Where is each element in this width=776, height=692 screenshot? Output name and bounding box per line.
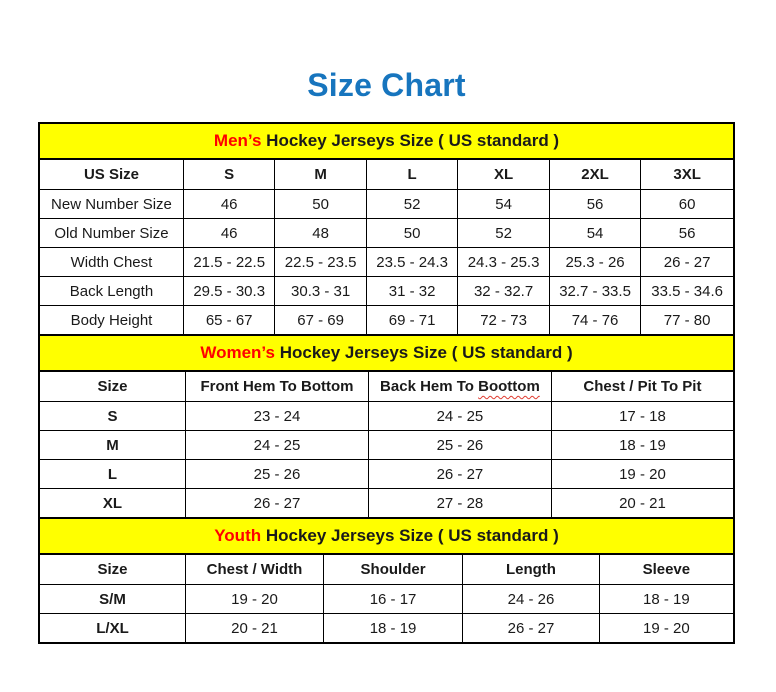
section-womens: [40, 334, 733, 517]
cell-mens-2-2: 22.5 - 23.5: [275, 248, 366, 277]
size-table-youth: [40, 555, 733, 642]
cell-mens-2-6: 26 - 27: [641, 248, 733, 277]
section-youth: [40, 517, 733, 642]
cell-mens-3-4: 32 - 32.7: [458, 277, 549, 306]
table-row-mens-2: [40, 248, 733, 277]
col-header-youth-2: Shoulder: [323, 555, 462, 585]
header-row-womens: [40, 372, 733, 402]
cell-mens-2-5: 25.3 - 26: [549, 248, 640, 277]
cell-mens-4-4: 72 - 73: [458, 306, 549, 335]
cell-mens-0-4: 54: [458, 190, 549, 219]
row-label-mens-3: Back Length: [40, 277, 183, 306]
cell-mens-4-2: 67 - 69: [275, 306, 366, 335]
cell-womens-3-3: 20 - 21: [551, 489, 733, 518]
cell-youth-0-1: 19 - 20: [186, 585, 324, 614]
misspelled-word: Boottom: [478, 378, 540, 395]
col-header-womens-2: Back Hem To Boottom: [368, 372, 551, 402]
row-label-youth-1: L/XL: [40, 614, 186, 643]
header-row-mens: [40, 160, 733, 190]
cell-mens-4-5: 74 - 76: [549, 306, 640, 335]
row-label-youth-0: S/M: [40, 585, 186, 614]
cell-mens-1-2: 48: [275, 219, 366, 248]
cell-womens-2-1: 25 - 26: [186, 460, 369, 489]
col-header-mens-6: 3XL: [641, 160, 733, 190]
col-header-womens-0: Size: [40, 372, 186, 402]
col-header-womens-1: Front Hem To Bottom: [186, 372, 369, 402]
section-header-accent-mens: Men’s: [213, 131, 262, 150]
row-label-womens-0: S: [40, 402, 186, 431]
cell-mens-0-5: 56: [549, 190, 640, 219]
cell-womens-1-1: 24 - 25: [186, 431, 369, 460]
col-header-mens-0: US Size: [40, 160, 183, 190]
cell-youth-0-4: 18 - 19: [599, 585, 733, 614]
cell-womens-2-2: 26 - 27: [368, 460, 551, 489]
cell-womens-1-2: 25 - 26: [368, 431, 551, 460]
cell-womens-0-3: 17 - 18: [551, 402, 733, 431]
section-header-text-mens: Hockey Jerseys Size ( US standard ): [261, 131, 560, 150]
table-row-mens-3: [40, 277, 733, 306]
section-header-text-youth: Hockey Jerseys Size ( US standard ): [261, 526, 559, 545]
cell-mens-4-3: 69 - 71: [366, 306, 457, 335]
section-header-womens: [40, 334, 733, 372]
table-row-womens-3: [40, 489, 733, 518]
col-header-youth-4: Sleeve: [599, 555, 733, 585]
table-row-mens-0: [40, 190, 733, 219]
cell-womens-1-3: 18 - 19: [551, 431, 733, 460]
page-title: Size Chart: [307, 67, 466, 103]
cell-mens-4-1: 65 - 67: [183, 306, 274, 335]
cell-mens-2-3: 23.5 - 24.3: [366, 248, 457, 277]
row-label-womens-3: XL: [40, 489, 186, 518]
section-header-youth: [40, 517, 733, 555]
cell-mens-2-1: 21.5 - 22.5: [183, 248, 274, 277]
row-label-womens-1: M: [40, 431, 186, 460]
size-table-mens: [40, 160, 733, 334]
col-header-youth-0: Size: [40, 555, 186, 585]
col-header-mens-4: XL: [458, 160, 549, 190]
col-header-mens-1: S: [183, 160, 274, 190]
col-header-mens-5: 2XL: [549, 160, 640, 190]
cell-womens-0-2: 24 - 25: [368, 402, 551, 431]
cell-mens-1-6: 56: [641, 219, 733, 248]
cell-youth-1-1: 20 - 21: [186, 614, 324, 643]
cell-mens-4-6: 77 - 80: [641, 306, 733, 335]
cell-mens-3-6: 33.5 - 34.6: [641, 277, 733, 306]
header-row-youth: [40, 555, 733, 585]
section-header-accent-womens: Women’s: [200, 343, 275, 362]
section-header-mens: [40, 124, 733, 160]
table-row-womens-0: [40, 402, 733, 431]
cell-mens-0-6: 60: [641, 190, 733, 219]
cell-youth-1-2: 18 - 19: [323, 614, 462, 643]
cell-mens-1-4: 52: [458, 219, 549, 248]
cell-mens-3-5: 32.7 - 33.5: [549, 277, 640, 306]
section-header-accent-youth: Youth: [214, 526, 262, 545]
cell-mens-1-5: 54: [549, 219, 640, 248]
col-header-youth-3: Length: [463, 555, 600, 585]
cell-mens-2-4: 24.3 - 25.3: [458, 248, 549, 277]
row-label-womens-2: L: [40, 460, 186, 489]
cell-youth-0-3: 24 - 26: [463, 585, 600, 614]
cell-womens-2-3: 19 - 20: [551, 460, 733, 489]
section-header-text-womens: Hockey Jerseys Size ( US standard ): [274, 343, 573, 362]
table-row-womens-1: [40, 431, 733, 460]
cell-womens-3-2: 27 - 28: [368, 489, 551, 518]
cell-womens-3-1: 26 - 27: [186, 489, 369, 518]
table-row-youth-1: [40, 614, 733, 643]
size-table-womens: [40, 372, 733, 517]
table-row-mens-1: [40, 219, 733, 248]
cell-mens-3-1: 29.5 - 30.3: [183, 277, 274, 306]
cell-youth-0-2: 16 - 17: [323, 585, 462, 614]
table-row-youth-0: [40, 585, 733, 614]
cell-mens-3-2: 30.3 - 31: [275, 277, 366, 306]
cell-mens-3-3: 31 - 32: [366, 277, 457, 306]
cell-youth-1-3: 26 - 27: [463, 614, 600, 643]
cell-mens-0-3: 52: [366, 190, 457, 219]
col-header-mens-2: M: [275, 160, 366, 190]
col-header-youth-1: Chest / Width: [186, 555, 324, 585]
section-mens: [40, 124, 733, 334]
cell-mens-0-2: 50: [275, 190, 366, 219]
cell-mens-0-1: 46: [183, 190, 274, 219]
cell-womens-0-1: 23 - 24: [186, 402, 369, 431]
row-label-mens-0: New Number Size: [40, 190, 183, 219]
row-label-mens-2: Width Chest: [40, 248, 183, 277]
size-chart-tables: [38, 122, 735, 644]
col-header-womens-3: Chest / Pit To Pit: [551, 372, 733, 402]
row-label-mens-1: Old Number Size: [40, 219, 183, 248]
cell-mens-1-3: 50: [366, 219, 457, 248]
table-row-mens-4: [40, 306, 733, 335]
row-label-mens-4: Body Height: [40, 306, 183, 335]
table-row-womens-2: [40, 460, 733, 489]
col-header-mens-3: L: [366, 160, 457, 190]
cell-mens-1-1: 46: [183, 219, 274, 248]
cell-youth-1-4: 19 - 20: [599, 614, 733, 643]
